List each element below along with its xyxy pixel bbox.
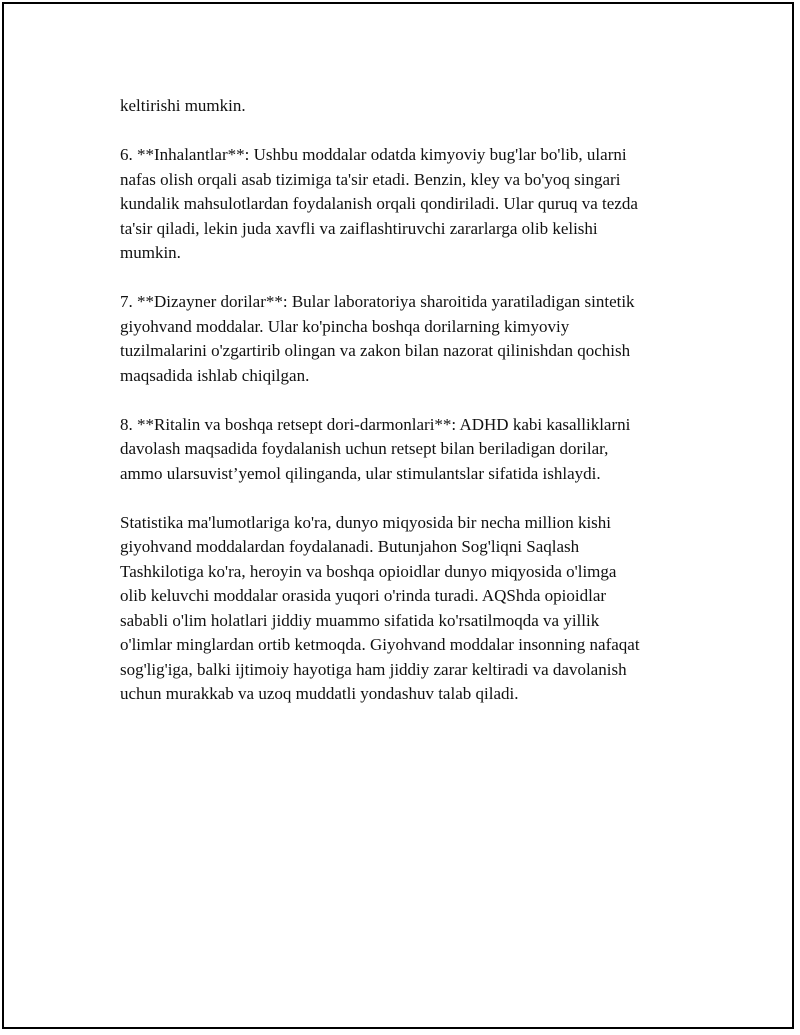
text-line: 8. **Ritalin va boshqa retsept dori-darmonlari**: ADHD kabi kasalliklarni xyxy=(120,414,631,434)
text-line: uchun murakkab va uzoq muddatli yondashuv talab qiladi. xyxy=(120,684,519,703)
paragraph-continuation xyxy=(120,94,700,119)
text-line: 6. **Inhalantlar**: Ushbu moddalar odatda kimyoviy bug'lar bo'lib, ularni xyxy=(120,145,627,164)
document-body xyxy=(120,94,700,731)
text-line: o'limlar minglardan ortib ketmoqda. Giyohvand moddalar insonning nafaqat xyxy=(120,635,640,654)
text-line: kundalik mahsulotlardan foydalanish orqali qondiriladi. Ular quruq va tezda xyxy=(120,194,638,213)
text-line: giyohvand moddalardan foydalanadi. Butunjahon Sog'liqni Saqlash xyxy=(120,537,580,556)
text-line: sog'lig'iga, balki ijtimoiy hayotiga ham jiddiy zarar keltiradi va davolanish xyxy=(120,659,627,679)
text-line: Tashkilotiga ko'ra, heroyin va boshqa opioidlar dunyo miqyosida o'limga xyxy=(120,561,617,581)
text-line: nafas olish orqali asab tizimiga ta'sir etadi. Benzin, kley va bo'yoq singari xyxy=(120,169,621,189)
text-line: Statistika ma'lumotlariga ko'ra, dunyo miqyosida bir necha million kishi xyxy=(120,512,612,532)
text-line: keltirishi mumkin. xyxy=(120,96,246,115)
text-line: maqsadida ishlab chiqilgan. xyxy=(120,365,310,385)
text-line: ammo ularsuvist’yemol qilinganda, ular stimulantslar sifatida ishlaydi. xyxy=(120,463,601,483)
text-line: olib keluvchi moddalar orasida yuqori o'rinda turadi. AQShda opioidlar xyxy=(120,586,607,605)
text-line: davolash maqsadida foydalanish uchun retsept bilan beriladigan dorilar, xyxy=(120,439,609,458)
paragraph-ritalin xyxy=(120,413,700,487)
text-line: tuzilmalarini o'zgartirib olingan va zakon bilan nazorat qilinishdan qochish xyxy=(120,341,631,360)
text-line: sababli o'lim holatlari jiddiy muammo sifatida ko'rsatilmoqda va yillik xyxy=(120,610,600,630)
paragraph-statistika xyxy=(120,511,700,707)
text-line: giyohvand moddalar. Ular ko'pincha boshqa dorilarning kimyoviy xyxy=(120,316,570,336)
text-line: ta'sir qiladi, lekin juda xavfli va zaiflashtiruvchi zararlarga olib kelishi xyxy=(120,218,598,238)
paragraph-inhalantlar xyxy=(120,143,700,266)
text-line: mumkin. xyxy=(120,243,181,262)
page-border xyxy=(2,2,794,1029)
paragraph-dizayner-dorilar xyxy=(120,290,700,388)
text-line: 7. **Dizayner dorilar**: Bular laboratoriya sharoitida yaratiladigan sintetik xyxy=(120,292,635,311)
